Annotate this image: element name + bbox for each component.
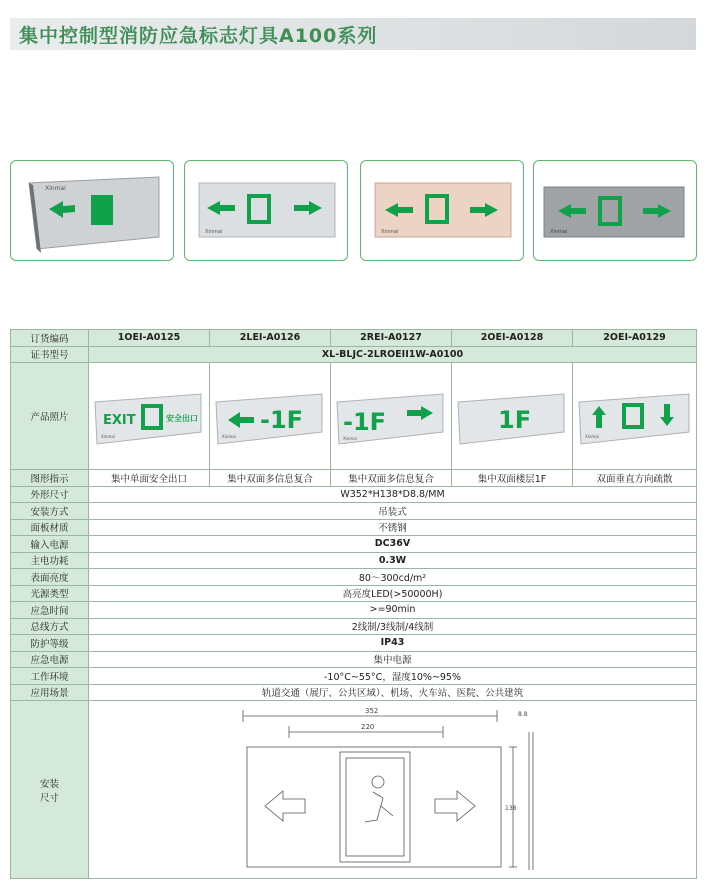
table-row	[11, 701, 697, 879]
product-card-angled[interactable]	[10, 160, 174, 261]
brand-logo: Xinmai	[550, 229, 568, 235]
table-row	[11, 585, 697, 602]
brand-logo: Xinmai	[45, 185, 66, 192]
table-row	[11, 569, 697, 586]
dim-inner: 220	[360, 723, 374, 731]
exit-cn-text: 安全出口	[166, 414, 198, 423]
product-photo-dark	[534, 161, 697, 261]
brand-logo: Xinmai	[222, 434, 236, 439]
table-row	[11, 536, 697, 553]
brand-logo: Xinmai	[343, 436, 357, 441]
install-label-line1: 安装	[39, 778, 59, 790]
table-row	[11, 470, 697, 487]
spec-label: 面板材质	[11, 519, 89, 536]
install-diagram	[89, 701, 697, 879]
photo-floor-right	[331, 363, 452, 470]
spec-value: 0.3W	[89, 552, 697, 569]
cert-label: 证书型号	[11, 346, 89, 363]
spec-label: 安装方式	[11, 503, 89, 520]
product-photo-angled	[11, 161, 174, 261]
table-row	[11, 668, 697, 685]
icon-desc: 集中双面楼层1F	[452, 470, 573, 487]
dim-height: 138	[504, 805, 516, 812]
dimension-drawing	[93, 702, 693, 874]
order-code: 1OEI-A0125	[89, 330, 210, 347]
product-card-dark[interactable]	[533, 160, 697, 261]
table-row	[11, 363, 697, 470]
table-row	[11, 552, 697, 569]
table-row	[11, 618, 697, 635]
spec-value: W352*H138*D8.8/MM	[89, 486, 697, 503]
spec-value: 集中电源	[89, 651, 697, 668]
spec-label: 应用场景	[11, 684, 89, 701]
spec-value: -10°C~55°C，湿度10%~95%	[89, 668, 697, 685]
icon-label: 图形指示	[11, 470, 89, 487]
table-row	[11, 602, 697, 619]
spec-value: >=90min	[89, 602, 697, 619]
table-row	[11, 486, 697, 503]
floor-text: 1F	[498, 406, 532, 434]
spec-label: 应急时间	[11, 602, 89, 619]
table-row	[11, 651, 697, 668]
photo-label: 产品照片	[11, 363, 89, 470]
brand-logo: Xinmai	[585, 434, 599, 439]
spec-label: 输入电源	[11, 536, 89, 553]
spec-label: 外形尺寸	[11, 486, 89, 503]
brand-logo: Xinmai	[381, 229, 399, 235]
icon-desc: 双面垂直方向疏散	[573, 470, 697, 487]
dim-depth: 8.8	[517, 711, 528, 718]
spec-value: 80～300cd/m²	[89, 569, 697, 586]
icon-desc: 集中双面多信息复合	[331, 470, 452, 487]
photo-exit	[89, 363, 210, 470]
table-row	[11, 330, 697, 347]
order-code: 2OEI-A0129	[573, 330, 697, 347]
table-row	[11, 503, 697, 520]
spec-table	[10, 329, 697, 879]
dim-width: 352	[364, 707, 378, 715]
product-card-rose[interactable]	[360, 160, 524, 261]
install-label-line2: 尺寸	[39, 792, 59, 804]
table-row	[11, 519, 697, 536]
spec-label: 工作环境	[11, 668, 89, 685]
floor-text: -1F	[260, 406, 304, 434]
product-photo-silver	[185, 161, 348, 261]
order-code: 2REI-A0127	[331, 330, 452, 347]
photo-vertical	[573, 363, 697, 470]
brand-logo: Xinmai	[101, 434, 115, 439]
spec-value: 不锈钢	[89, 519, 697, 536]
table-row	[11, 346, 697, 363]
photo-floor-left	[210, 363, 331, 470]
photo-floor-1f	[452, 363, 573, 470]
order-code: 2LEI-A0126	[210, 330, 331, 347]
spec-label: 主电功耗	[11, 552, 89, 569]
icon-desc: 集中单面安全出口	[89, 470, 210, 487]
product-photo-rose	[361, 161, 524, 261]
product-card-silver[interactable]	[184, 160, 348, 261]
spec-value: 吊装式	[89, 503, 697, 520]
title-bar	[10, 18, 696, 50]
spec-label: 表面亮度	[11, 569, 89, 586]
spec-label: 总线方式	[11, 618, 89, 635]
floor-text: -1F	[343, 408, 387, 436]
spec-label: 应急电源	[11, 651, 89, 668]
spec-value: DC36V	[89, 536, 697, 553]
spec-value: 轨道交通（展厅、公共区域）、机场、火车站、医院、公共建筑	[89, 684, 697, 701]
order-code-label: 订货编码	[11, 330, 89, 347]
spec-value: IP43	[89, 635, 697, 652]
cert-value: XL-BLJC-2LROEII1W-A0100	[89, 346, 697, 363]
install-label	[11, 701, 89, 879]
icon-desc: 集中双面多信息复合	[210, 470, 331, 487]
page-title: 集中控制型消防应急标志灯具A100系列	[19, 25, 378, 47]
table-row	[11, 684, 697, 701]
spec-label: 光源类型	[11, 585, 89, 602]
spec-label: 防护等级	[11, 635, 89, 652]
spec-value: 高亮度LED(>50000H)	[89, 585, 697, 602]
order-code: 2OEI-A0128	[452, 330, 573, 347]
brand-logo: Xinmai	[205, 229, 223, 235]
spec-value: 2线制/3线制/4线制	[89, 618, 697, 635]
exit-text: EXIT	[103, 413, 136, 428]
table-row	[11, 635, 697, 652]
